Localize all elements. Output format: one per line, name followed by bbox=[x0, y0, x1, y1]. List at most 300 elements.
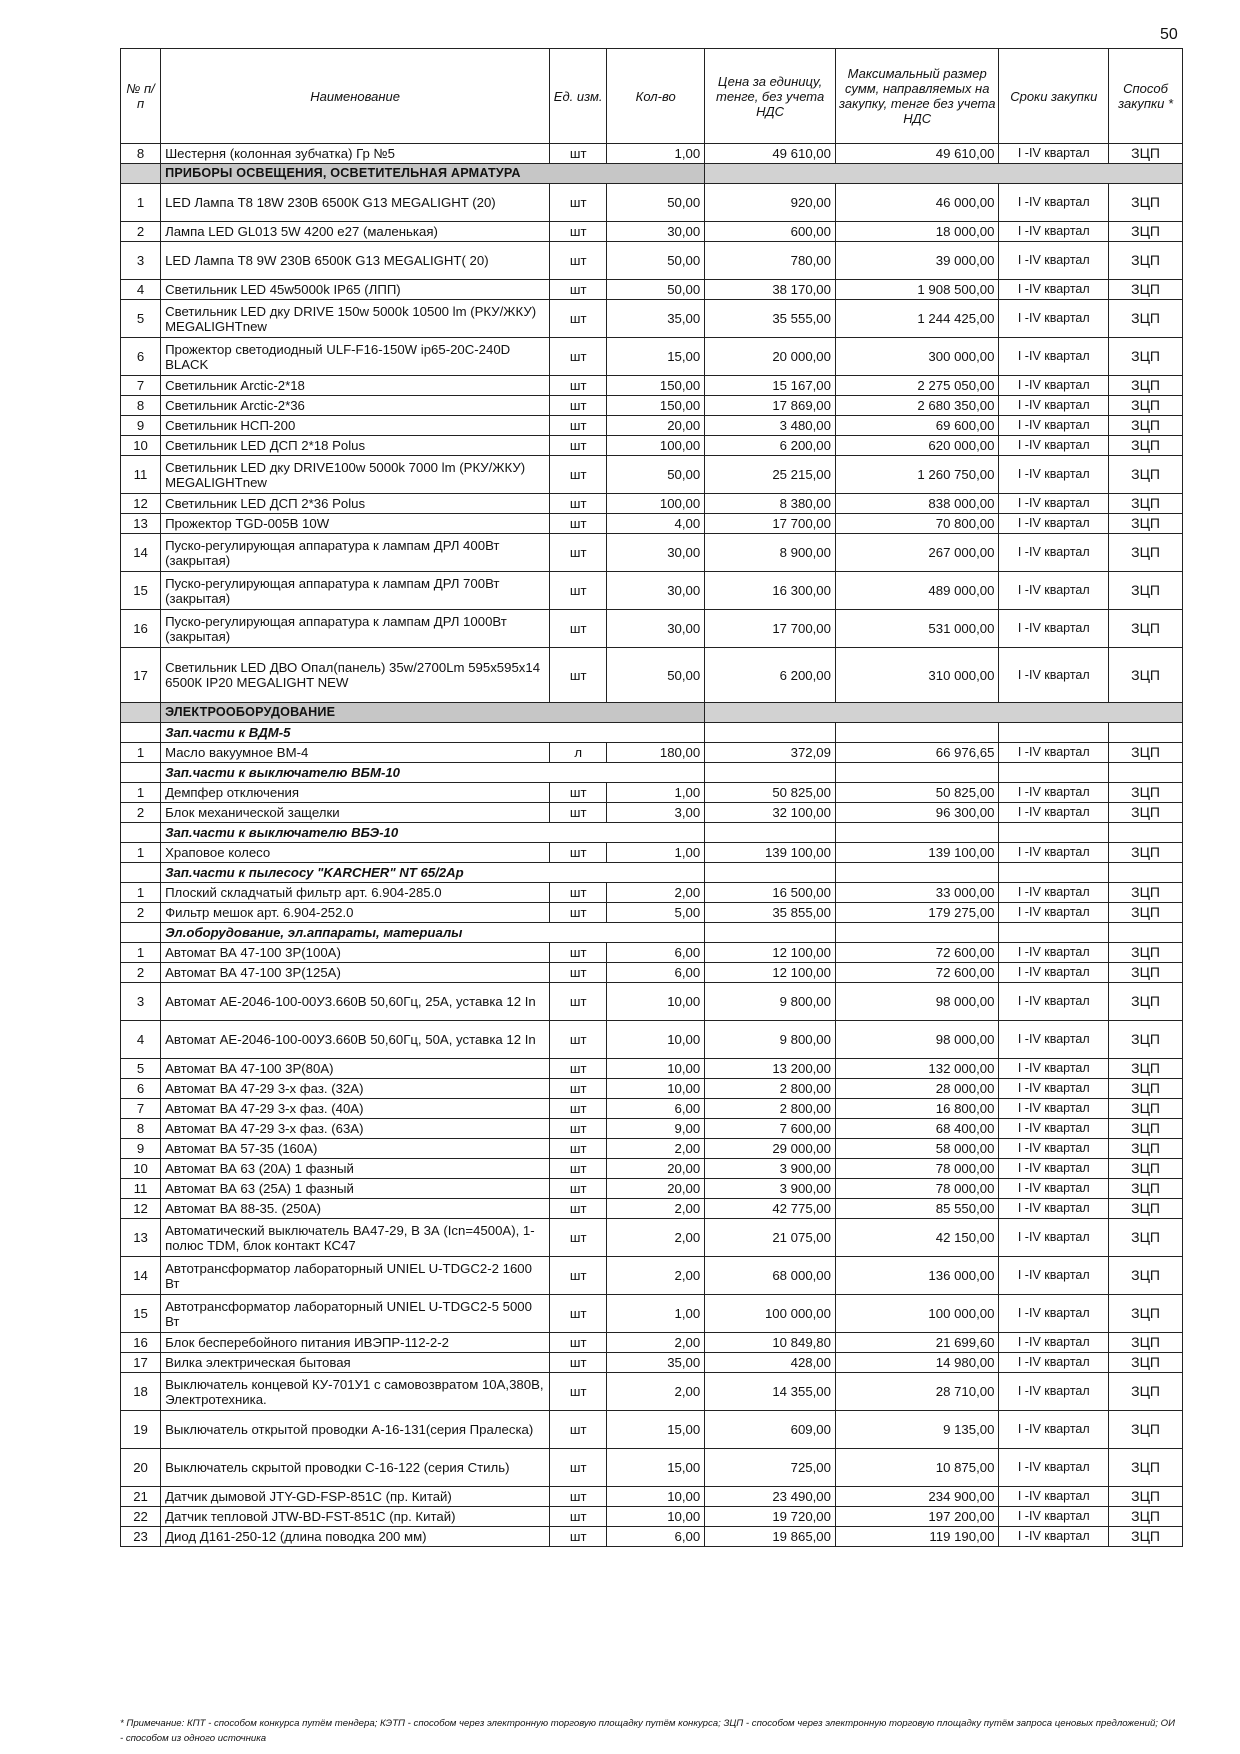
item-quantity: 15,00 bbox=[607, 1411, 705, 1449]
item-method: ЗЦП bbox=[1109, 1487, 1183, 1507]
item-unit-price: 2 800,00 bbox=[705, 1099, 836, 1119]
item-period: I -IV квартал bbox=[999, 943, 1109, 963]
item-quantity: 1,00 bbox=[607, 144, 705, 164]
row-number: 8 bbox=[121, 144, 161, 164]
table-row bbox=[121, 1199, 1183, 1219]
item-name: Автомат ВА 47-100 3Р(80А) bbox=[161, 1059, 550, 1079]
item-method: ЗЦП bbox=[1109, 843, 1183, 863]
item-max-sum: 14 980,00 bbox=[835, 1353, 998, 1373]
item-name: Диод Д161-250-12 (длина поводка 200 мм) bbox=[161, 1527, 550, 1547]
row-number: 22 bbox=[121, 1507, 161, 1527]
item-quantity: 50,00 bbox=[607, 648, 705, 703]
item-unit-price: 15 167,00 bbox=[705, 376, 836, 396]
item-period: I -IV квартал bbox=[999, 280, 1109, 300]
item-method: ЗЦП bbox=[1109, 943, 1183, 963]
table-row bbox=[121, 1021, 1183, 1059]
row-number: 2 bbox=[121, 903, 161, 923]
item-unit-price: 16 500,00 bbox=[705, 883, 836, 903]
item-unit: шт bbox=[550, 1257, 607, 1295]
item-max-sum: 46 000,00 bbox=[835, 184, 998, 222]
item-period: I -IV квартал bbox=[999, 963, 1109, 983]
item-quantity: 150,00 bbox=[607, 396, 705, 416]
item-name: Автомат ВА 47-100 3Р(100А) bbox=[161, 943, 550, 963]
item-unit-price: 38 170,00 bbox=[705, 280, 836, 300]
item-quantity: 30,00 bbox=[607, 610, 705, 648]
item-method: ЗЦП bbox=[1109, 648, 1183, 703]
item-name: Автомат ВА 88-35. (250А) bbox=[161, 1199, 550, 1219]
item-period: I -IV квартал bbox=[999, 436, 1109, 456]
empty-cell bbox=[999, 823, 1109, 843]
item-unit-price: 29 000,00 bbox=[705, 1139, 836, 1159]
item-method: ЗЦП bbox=[1109, 396, 1183, 416]
row-number: 13 bbox=[121, 1219, 161, 1257]
table-row bbox=[121, 1373, 1183, 1411]
item-method: ЗЦП bbox=[1109, 1353, 1183, 1373]
item-period: I -IV квартал bbox=[999, 376, 1109, 396]
header-period: Сроки закупки bbox=[999, 49, 1109, 144]
item-quantity: 15,00 bbox=[607, 1449, 705, 1487]
item-period: I -IV квартал bbox=[999, 184, 1109, 222]
item-max-sum: 9 135,00 bbox=[835, 1411, 998, 1449]
row-number: 9 bbox=[121, 416, 161, 436]
item-period: I -IV квартал bbox=[999, 783, 1109, 803]
item-method: ЗЦП bbox=[1109, 1139, 1183, 1159]
empty-cell bbox=[705, 923, 836, 943]
item-unit-price: 35 555,00 bbox=[705, 300, 836, 338]
item-method: ЗЦП bbox=[1109, 534, 1183, 572]
item-method: ЗЦП bbox=[1109, 280, 1183, 300]
item-method: ЗЦП bbox=[1109, 1219, 1183, 1257]
table-row bbox=[121, 1449, 1183, 1487]
row-number: 19 bbox=[121, 1411, 161, 1449]
item-name: Автоматический выключатель ВА47-29, В 3А (Icn=4500A), 1-полюс TDM, блок контакт КС47 bbox=[161, 1219, 550, 1257]
table-row bbox=[121, 1179, 1183, 1199]
item-name: Светильник Arctic-2*36 bbox=[161, 396, 550, 416]
item-unit-price: 19 720,00 bbox=[705, 1507, 836, 1527]
item-method: ЗЦП bbox=[1109, 338, 1183, 376]
item-method: ЗЦП bbox=[1109, 963, 1183, 983]
item-unit-price: 3 900,00 bbox=[705, 1179, 836, 1199]
item-unit: шт bbox=[550, 534, 607, 572]
item-method: ЗЦП bbox=[1109, 376, 1183, 396]
item-name: Блок бесперебойного питания ИВЭПР-112-2-2 bbox=[161, 1333, 550, 1353]
table-row bbox=[121, 1487, 1183, 1507]
item-unit-price: 16 300,00 bbox=[705, 572, 836, 610]
item-method: ЗЦП bbox=[1109, 184, 1183, 222]
table-row bbox=[121, 376, 1183, 396]
item-name: Светильник НСП-200 bbox=[161, 416, 550, 436]
item-period: I -IV квартал bbox=[999, 514, 1109, 534]
item-name: Вилка электрическая бытовая bbox=[161, 1353, 550, 1373]
item-quantity: 10,00 bbox=[607, 1079, 705, 1099]
item-max-sum: 68 400,00 bbox=[835, 1119, 998, 1139]
item-unit-price: 3 480,00 bbox=[705, 416, 836, 436]
table-header-row bbox=[121, 49, 1183, 144]
row-number: 8 bbox=[121, 1119, 161, 1139]
item-max-sum: 300 000,00 bbox=[835, 338, 998, 376]
item-unit-price: 7 600,00 bbox=[705, 1119, 836, 1139]
item-quantity: 2,00 bbox=[607, 1219, 705, 1257]
item-max-sum: 1 244 425,00 bbox=[835, 300, 998, 338]
item-method: ЗЦП bbox=[1109, 1257, 1183, 1295]
item-name: Датчик тепловой JTW-BD-FST-851C (пр. Китай) bbox=[161, 1507, 550, 1527]
header-method: Способ закупки * bbox=[1109, 49, 1183, 144]
row-number: 7 bbox=[121, 376, 161, 396]
item-unit: шт bbox=[550, 1527, 607, 1547]
item-quantity: 20,00 bbox=[607, 416, 705, 436]
item-unit: шт bbox=[550, 943, 607, 963]
item-unit-price: 17 869,00 bbox=[705, 396, 836, 416]
item-method: ЗЦП bbox=[1109, 1099, 1183, 1119]
item-unit: шт bbox=[550, 416, 607, 436]
item-method: ЗЦП bbox=[1109, 783, 1183, 803]
item-max-sum: 33 000,00 bbox=[835, 883, 998, 903]
item-unit: л bbox=[550, 743, 607, 763]
item-unit: шт bbox=[550, 783, 607, 803]
item-name: Автомат ВА 47-29 3-х фаз. (40А) bbox=[161, 1099, 550, 1119]
item-unit-price: 13 200,00 bbox=[705, 1059, 836, 1079]
item-quantity: 2,00 bbox=[607, 1333, 705, 1353]
item-quantity: 6,00 bbox=[607, 1099, 705, 1119]
item-unit-price: 725,00 bbox=[705, 1449, 836, 1487]
row-number: 7 bbox=[121, 1099, 161, 1119]
item-max-sum: 98 000,00 bbox=[835, 1021, 998, 1059]
item-max-sum: 1 908 500,00 bbox=[835, 280, 998, 300]
row-number: 16 bbox=[121, 610, 161, 648]
item-quantity: 100,00 bbox=[607, 436, 705, 456]
item-method: ЗЦП bbox=[1109, 1159, 1183, 1179]
item-quantity: 15,00 bbox=[607, 338, 705, 376]
table-row bbox=[121, 456, 1183, 494]
subsection-title: Зап.части к пылесосу "KARCHER" NT 65/2Ap bbox=[161, 863, 705, 883]
item-unit: шт bbox=[550, 280, 607, 300]
item-max-sum: 620 000,00 bbox=[835, 436, 998, 456]
row-number: 21 bbox=[121, 1487, 161, 1507]
item-max-sum: 78 000,00 bbox=[835, 1159, 998, 1179]
item-quantity: 30,00 bbox=[607, 572, 705, 610]
item-unit-price: 6 200,00 bbox=[705, 648, 836, 703]
item-max-sum: 72 600,00 bbox=[835, 963, 998, 983]
item-max-sum: 28 710,00 bbox=[835, 1373, 998, 1411]
item-quantity: 10,00 bbox=[607, 1021, 705, 1059]
item-method: ЗЦП bbox=[1109, 1059, 1183, 1079]
item-name: Светильник Arctic-2*18 bbox=[161, 376, 550, 396]
item-unit: шт bbox=[550, 1099, 607, 1119]
item-max-sum: 119 190,00 bbox=[835, 1527, 998, 1547]
item-name: Шестерня (колонная зубчатка) Гр №5 bbox=[161, 144, 550, 164]
item-unit-price: 23 490,00 bbox=[705, 1487, 836, 1507]
subsection-row bbox=[121, 863, 1183, 883]
item-quantity: 2,00 bbox=[607, 1199, 705, 1219]
item-name: Автомат ВА 47-100 3Р(125А) bbox=[161, 963, 550, 983]
item-max-sum: 136 000,00 bbox=[835, 1257, 998, 1295]
empty-cell bbox=[1109, 763, 1183, 783]
item-unit-price: 32 100,00 bbox=[705, 803, 836, 823]
item-name: Автомат ВА 63 (20А) 1 фазный bbox=[161, 1159, 550, 1179]
table-row bbox=[121, 1411, 1183, 1449]
item-period: I -IV квартал bbox=[999, 338, 1109, 376]
row-number: 9 bbox=[121, 1139, 161, 1159]
empty-cell bbox=[835, 923, 998, 943]
item-max-sum: 28 000,00 bbox=[835, 1079, 998, 1099]
table-row bbox=[121, 436, 1183, 456]
item-period: I -IV квартал bbox=[999, 1527, 1109, 1547]
item-max-sum: 66 976,65 bbox=[835, 743, 998, 763]
item-unit-price: 920,00 bbox=[705, 184, 836, 222]
item-name: Пуско-регулирующая аппаратура к лампам ДРЛ 400Вт (закрытая) bbox=[161, 534, 550, 572]
item-name: Пуско-регулирующая аппаратура к лампам ДРЛ 700Вт (закрытая) bbox=[161, 572, 550, 610]
item-quantity: 50,00 bbox=[607, 280, 705, 300]
item-max-sum: 489 000,00 bbox=[835, 572, 998, 610]
item-unit-price: 25 215,00 bbox=[705, 456, 836, 494]
item-quantity: 30,00 bbox=[607, 222, 705, 242]
row-number: 18 bbox=[121, 1373, 161, 1411]
empty-cell bbox=[835, 723, 998, 743]
item-name: Автомат АЕ-2046-100-00У3.660В 50,60Гц, 50А, уставка 12 In bbox=[161, 1021, 550, 1059]
item-quantity: 35,00 bbox=[607, 300, 705, 338]
item-method: ЗЦП bbox=[1109, 1079, 1183, 1099]
item-period: I -IV квартал bbox=[999, 803, 1109, 823]
row-number: 5 bbox=[121, 300, 161, 338]
item-quantity: 6,00 bbox=[607, 963, 705, 983]
row-number: 2 bbox=[121, 222, 161, 242]
item-unit-price: 10 849,80 bbox=[705, 1333, 836, 1353]
item-max-sum: 21 699,60 bbox=[835, 1333, 998, 1353]
item-quantity: 10,00 bbox=[607, 983, 705, 1021]
item-unit: шт bbox=[550, 1079, 607, 1099]
empty-cell bbox=[999, 763, 1109, 783]
section-spacer bbox=[121, 703, 161, 723]
table-row bbox=[121, 338, 1183, 376]
item-name: Выключатель скрытой проводки С-16-122 (серия Стиль) bbox=[161, 1449, 550, 1487]
header-num: № п/п bbox=[121, 49, 161, 144]
item-period: I -IV квартал bbox=[999, 1099, 1109, 1119]
table-row bbox=[121, 1527, 1183, 1547]
table-row bbox=[121, 242, 1183, 280]
item-quantity: 4,00 bbox=[607, 514, 705, 534]
header-qty: Кол-во bbox=[607, 49, 705, 144]
item-unit: шт bbox=[550, 1487, 607, 1507]
item-quantity: 1,00 bbox=[607, 1295, 705, 1333]
item-unit: шт bbox=[550, 222, 607, 242]
row-number: 1 bbox=[121, 783, 161, 803]
item-method: ЗЦП bbox=[1109, 1527, 1183, 1547]
item-period: I -IV квартал bbox=[999, 1449, 1109, 1487]
item-period: I -IV квартал bbox=[999, 1411, 1109, 1449]
item-method: ЗЦП bbox=[1109, 1021, 1183, 1059]
item-unit: шт bbox=[550, 144, 607, 164]
row-number: 1 bbox=[121, 743, 161, 763]
item-period: I -IV квартал bbox=[999, 416, 1109, 436]
item-method: ЗЦП bbox=[1109, 1199, 1183, 1219]
row-number: 10 bbox=[121, 436, 161, 456]
item-period: I -IV квартал bbox=[999, 610, 1109, 648]
item-unit: шт bbox=[550, 1199, 607, 1219]
table-row bbox=[121, 1139, 1183, 1159]
item-unit: шт bbox=[550, 1219, 607, 1257]
item-quantity: 1,00 bbox=[607, 843, 705, 863]
table-row bbox=[121, 1333, 1183, 1353]
table-row bbox=[121, 1295, 1183, 1333]
item-quantity: 1,00 bbox=[607, 783, 705, 803]
table-row bbox=[121, 943, 1183, 963]
item-unit: шт bbox=[550, 376, 607, 396]
item-unit: шт bbox=[550, 983, 607, 1021]
subsection-title: Зап.части к ВДМ-5 bbox=[161, 723, 705, 743]
item-method: ЗЦП bbox=[1109, 610, 1183, 648]
item-period: I -IV квартал bbox=[999, 1487, 1109, 1507]
subsection-spacer bbox=[121, 823, 161, 843]
item-unit: шт bbox=[550, 843, 607, 863]
item-period: I -IV квартал bbox=[999, 1159, 1109, 1179]
empty-cell bbox=[835, 863, 998, 883]
item-name: Пуско-регулирующая аппаратура к лампам ДРЛ 1000Вт (закрытая) bbox=[161, 610, 550, 648]
row-number: 15 bbox=[121, 1295, 161, 1333]
item-max-sum: 49 610,00 bbox=[835, 144, 998, 164]
row-number: 14 bbox=[121, 534, 161, 572]
item-period: I -IV квартал bbox=[999, 1059, 1109, 1079]
item-method: ЗЦП bbox=[1109, 436, 1183, 456]
item-quantity: 150,00 bbox=[607, 376, 705, 396]
item-unit: шт bbox=[550, 1139, 607, 1159]
header-price: Цена за единицу, тенге, без учета НДС bbox=[705, 49, 836, 144]
empty-cell bbox=[999, 723, 1109, 743]
item-max-sum: 18 000,00 bbox=[835, 222, 998, 242]
table-row bbox=[121, 396, 1183, 416]
item-method: ЗЦП bbox=[1109, 222, 1183, 242]
table-row bbox=[121, 300, 1183, 338]
item-unit-price: 600,00 bbox=[705, 222, 836, 242]
item-quantity: 180,00 bbox=[607, 743, 705, 763]
item-period: I -IV квартал bbox=[999, 300, 1109, 338]
table-row bbox=[121, 743, 1183, 763]
section-shade bbox=[705, 164, 1183, 184]
item-unit: шт bbox=[550, 1333, 607, 1353]
table-row bbox=[121, 514, 1183, 534]
row-number: 15 bbox=[121, 572, 161, 610]
item-unit: шт bbox=[550, 1159, 607, 1179]
item-name: Датчик дымовой JTY-GD-FSP-851C (пр. Китай) bbox=[161, 1487, 550, 1507]
subsection-title: Эл.оборудование, эл.аппараты, материалы bbox=[161, 923, 705, 943]
item-unit: шт bbox=[550, 184, 607, 222]
item-max-sum: 139 100,00 bbox=[835, 843, 998, 863]
row-number: 6 bbox=[121, 1079, 161, 1099]
item-period: I -IV квартал bbox=[999, 1373, 1109, 1411]
item-unit: шт bbox=[550, 1021, 607, 1059]
item-unit-price: 14 355,00 bbox=[705, 1373, 836, 1411]
item-max-sum: 132 000,00 bbox=[835, 1059, 998, 1079]
item-period: I -IV квартал bbox=[999, 1199, 1109, 1219]
item-unit-price: 6 200,00 bbox=[705, 436, 836, 456]
table-row bbox=[121, 222, 1183, 242]
section-title: ЭЛЕКТРООБОРУДОВАНИЕ bbox=[161, 703, 705, 723]
item-name: Светильник LED дку DRIVE 150w 5000k 10500 lm (РКУ/ЖКУ) MEGALIGHTnew bbox=[161, 300, 550, 338]
item-period: I -IV квартал bbox=[999, 222, 1109, 242]
subsection-row bbox=[121, 723, 1183, 743]
item-max-sum: 179 275,00 bbox=[835, 903, 998, 923]
item-unit: шт bbox=[550, 803, 607, 823]
table-row bbox=[121, 184, 1183, 222]
item-name: Прожектор светодиодный ULF-F16-150W ip65-20C-240D BLACK bbox=[161, 338, 550, 376]
item-unit-price: 139 100,00 bbox=[705, 843, 836, 863]
empty-cell bbox=[999, 923, 1109, 943]
item-max-sum: 58 000,00 bbox=[835, 1139, 998, 1159]
item-unit-price: 100 000,00 bbox=[705, 1295, 836, 1333]
item-quantity: 10,00 bbox=[607, 1059, 705, 1079]
section-shade bbox=[705, 703, 1183, 723]
item-unit-price: 428,00 bbox=[705, 1353, 836, 1373]
row-number: 14 bbox=[121, 1257, 161, 1295]
empty-cell bbox=[705, 823, 836, 843]
item-quantity: 2,00 bbox=[607, 1257, 705, 1295]
item-period: I -IV квартал bbox=[999, 1219, 1109, 1257]
table-row bbox=[121, 1219, 1183, 1257]
item-max-sum: 85 550,00 bbox=[835, 1199, 998, 1219]
item-period: I -IV квартал bbox=[999, 534, 1109, 572]
empty-cell bbox=[835, 763, 998, 783]
item-period: I -IV квартал bbox=[999, 242, 1109, 280]
item-unit: шт bbox=[550, 1411, 607, 1449]
item-name: Автомат ВА 63 (25А) 1 фазный bbox=[161, 1179, 550, 1199]
subsection-title: Зап.части к выключателю ВБЭ-10 bbox=[161, 823, 705, 843]
item-name: Фильтр мешок арт. 6.904-252.0 bbox=[161, 903, 550, 923]
item-unit: шт bbox=[550, 1353, 607, 1373]
item-max-sum: 96 300,00 bbox=[835, 803, 998, 823]
item-method: ЗЦП bbox=[1109, 1507, 1183, 1527]
item-unit-price: 49 610,00 bbox=[705, 144, 836, 164]
item-quantity: 35,00 bbox=[607, 1353, 705, 1373]
item-period: I -IV квартал bbox=[999, 1507, 1109, 1527]
item-method: ЗЦП bbox=[1109, 456, 1183, 494]
item-unit: шт bbox=[550, 396, 607, 416]
item-method: ЗЦП bbox=[1109, 1179, 1183, 1199]
item-unit: шт bbox=[550, 1179, 607, 1199]
item-max-sum: 267 000,00 bbox=[835, 534, 998, 572]
empty-cell bbox=[705, 763, 836, 783]
item-max-sum: 78 000,00 bbox=[835, 1179, 998, 1199]
item-period: I -IV квартал bbox=[999, 396, 1109, 416]
item-quantity: 100,00 bbox=[607, 494, 705, 514]
item-unit: шт bbox=[550, 1295, 607, 1333]
item-name: Светильник LED ДВО Опал(панель) 35w/2700Lm 595х595х14 6500К IP20 MEGALIGHT NEW bbox=[161, 648, 550, 703]
empty-cell bbox=[1109, 863, 1183, 883]
empty-cell bbox=[1109, 723, 1183, 743]
item-unit-price: 68 000,00 bbox=[705, 1257, 836, 1295]
item-name: Масло вакуумное ВМ-4 bbox=[161, 743, 550, 763]
row-number: 16 bbox=[121, 1333, 161, 1353]
empty-cell bbox=[999, 863, 1109, 883]
item-name: Лампа LED GL013 5W 4200 e27 (маленькая) bbox=[161, 222, 550, 242]
item-unit: шт bbox=[550, 572, 607, 610]
item-period: I -IV квартал bbox=[999, 1079, 1109, 1099]
item-period: I -IV квартал bbox=[999, 1139, 1109, 1159]
item-name: Автомат АЕ-2046-100-00У3.660В 50,60Гц, 25А, уставка 12 In bbox=[161, 983, 550, 1021]
item-period: I -IV квартал bbox=[999, 1295, 1109, 1333]
item-period: I -IV квартал bbox=[999, 883, 1109, 903]
item-unit-price: 8 380,00 bbox=[705, 494, 836, 514]
subsection-spacer bbox=[121, 763, 161, 783]
item-name: Автотрансформатор лабораторный UNIEL U-TDGC2-5 5000 Вт bbox=[161, 1295, 550, 1333]
item-method: ЗЦП bbox=[1109, 803, 1183, 823]
subsection-row bbox=[121, 923, 1183, 943]
section-row bbox=[121, 164, 1183, 184]
item-quantity: 2,00 bbox=[607, 1139, 705, 1159]
item-period: I -IV квартал bbox=[999, 1333, 1109, 1353]
row-number: 13 bbox=[121, 514, 161, 534]
section-spacer bbox=[121, 164, 161, 184]
subsection-row bbox=[121, 763, 1183, 783]
table-body bbox=[121, 144, 1183, 1547]
